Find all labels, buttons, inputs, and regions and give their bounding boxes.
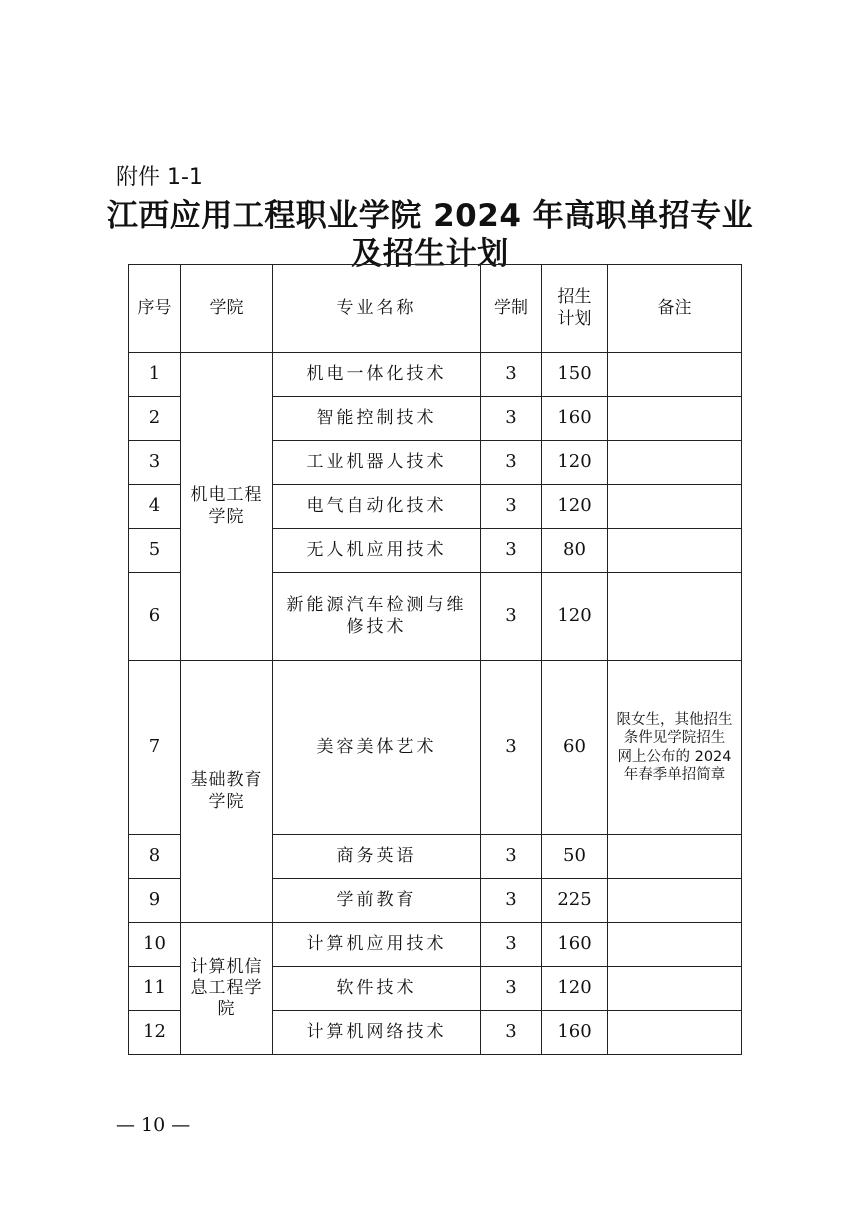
college-computer-info xyxy=(181,923,273,1055)
row-duration: 3 xyxy=(481,661,542,835)
row-duration: 3 xyxy=(481,879,542,923)
row-major: 商务英语 xyxy=(273,835,481,879)
header-plan xyxy=(542,265,608,353)
row-index: 2 xyxy=(129,397,181,441)
college-line: 基础教育 xyxy=(190,770,263,791)
document-title-line1: 江西应用工程职业学院 2024 年高职单招专业 xyxy=(106,198,754,234)
row-remarks xyxy=(608,967,742,1011)
row-remarks xyxy=(608,661,742,835)
row-major: 计算机网络技术 xyxy=(273,1011,481,1055)
row-plan: 120 xyxy=(542,967,608,1011)
table-row xyxy=(129,353,742,397)
note-line: 年春季单招简章 xyxy=(623,766,726,783)
row-major: 智能控制技术 xyxy=(273,397,481,441)
header-plan-line2: 计划 xyxy=(557,308,592,329)
note-line: 网上公布的 2024 xyxy=(617,748,732,765)
row-duration: 3 xyxy=(481,529,542,573)
college-line: 息工程学 xyxy=(190,977,263,998)
row-plan: 80 xyxy=(542,529,608,573)
row-plan: 120 xyxy=(542,441,608,485)
row-major: 美容美体艺术 xyxy=(273,661,481,835)
row-index: 7 xyxy=(129,661,181,835)
row-duration: 3 xyxy=(481,485,542,529)
college-line: 学院 xyxy=(208,791,245,812)
attachment-label: 附件 1-1 xyxy=(116,165,203,190)
row-remarks xyxy=(608,923,742,967)
row-plan: 160 xyxy=(542,923,608,967)
row-index: 8 xyxy=(129,835,181,879)
row-plan: 160 xyxy=(542,1011,608,1055)
college-line: 院 xyxy=(217,999,236,1020)
row-duration: 3 xyxy=(481,835,542,879)
document-title-line2: 及招生计划 xyxy=(351,236,509,272)
enrollment-plan-table xyxy=(128,264,742,1055)
row-duration: 3 xyxy=(481,353,542,397)
row-major: 电气自动化技术 xyxy=(273,485,481,529)
row-plan: 225 xyxy=(542,879,608,923)
note-line: 限女生，其他招生 xyxy=(616,712,733,729)
row-remarks xyxy=(608,1011,742,1055)
row-duration: 3 xyxy=(481,397,542,441)
college-line: 机电工程 xyxy=(190,485,263,506)
row-index: 11 xyxy=(129,967,181,1011)
header-duration: 学制 xyxy=(481,265,542,353)
header-plan-line1: 招生 xyxy=(557,287,592,308)
row-remarks xyxy=(608,397,742,441)
table-row xyxy=(129,923,742,967)
row-remarks xyxy=(608,529,742,573)
row-index: 12 xyxy=(129,1011,181,1055)
note-line: 条件见学院招生 xyxy=(623,730,726,747)
row-index: 1 xyxy=(129,353,181,397)
row-duration: 3 xyxy=(481,1011,542,1055)
table-row xyxy=(129,661,742,835)
row-major: 学前教育 xyxy=(273,879,481,923)
row-index: 4 xyxy=(129,485,181,529)
college-basic-education xyxy=(181,661,273,923)
page-number: — 10 — xyxy=(116,1114,191,1136)
row-index: 3 xyxy=(129,441,181,485)
table-header-row xyxy=(129,265,742,353)
header-index: 序号 xyxy=(129,265,181,353)
major-line: 新能源汽车检测与维 xyxy=(286,595,467,616)
row-remarks xyxy=(608,573,742,661)
header-major: 专业名称 xyxy=(273,265,481,353)
row-duration: 3 xyxy=(481,441,542,485)
header-remarks: 备注 xyxy=(608,265,742,353)
row-index: 10 xyxy=(129,923,181,967)
header-college: 学院 xyxy=(181,265,273,353)
row-duration: 3 xyxy=(481,967,542,1011)
row-remarks xyxy=(608,879,742,923)
row-major: 工业机器人技术 xyxy=(273,441,481,485)
major-line: 修技术 xyxy=(346,616,407,637)
row-index: 9 xyxy=(129,879,181,923)
row-index: 5 xyxy=(129,529,181,573)
row-remarks xyxy=(608,441,742,485)
row-major: 机电一体化技术 xyxy=(273,353,481,397)
row-plan: 120 xyxy=(542,485,608,529)
row-plan: 60 xyxy=(542,661,608,835)
row-plan: 160 xyxy=(542,397,608,441)
row-duration: 3 xyxy=(481,923,542,967)
row-remarks xyxy=(608,835,742,879)
row-remarks xyxy=(608,485,742,529)
row-plan: 120 xyxy=(542,573,608,661)
college-line: 学院 xyxy=(208,506,245,527)
row-plan: 50 xyxy=(542,835,608,879)
row-major: 软件技术 xyxy=(273,967,481,1011)
row-plan: 150 xyxy=(542,353,608,397)
row-major: 无人机应用技术 xyxy=(273,529,481,573)
college-line: 计算机信 xyxy=(190,956,263,977)
row-index: 6 xyxy=(129,573,181,661)
college-mechanical xyxy=(181,353,273,661)
row-major xyxy=(273,573,481,661)
row-remarks xyxy=(608,353,742,397)
row-duration: 3 xyxy=(481,573,542,661)
row-major: 计算机应用技术 xyxy=(273,923,481,967)
